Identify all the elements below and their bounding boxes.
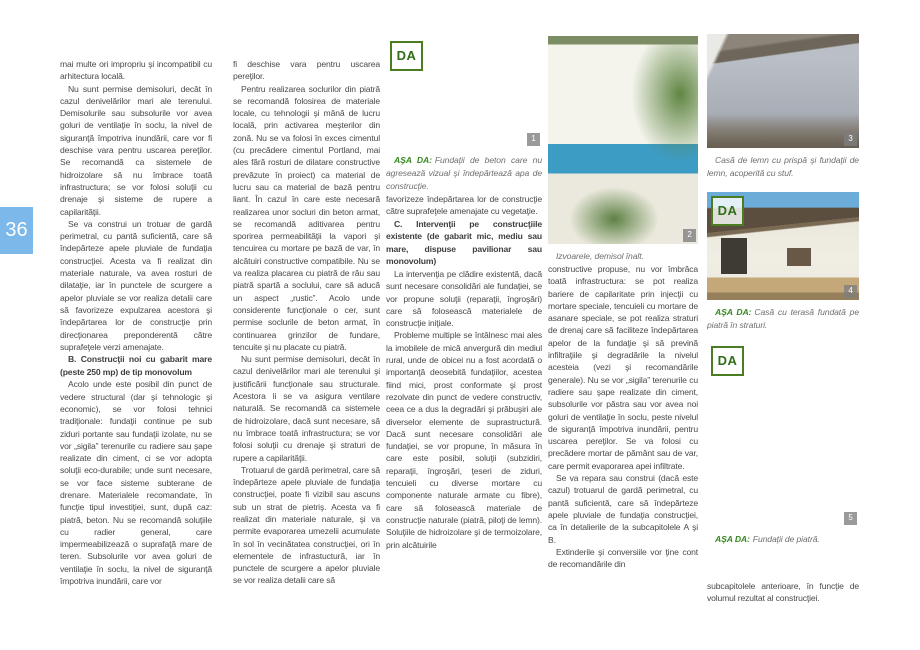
photo-number-badge: 5	[844, 512, 857, 525]
body-paragraph: favorizeze îndepărtarea lor de construcţie către suprafeţele amenajate cu vegetaţie.	[386, 194, 542, 217]
figure-caption	[386, 154, 542, 193]
text-column-5	[707, 34, 859, 614]
body-paragraph: Se va construi un trotuar de gardă perimetral, cu pantă suficientă, care să îndepărteze apele pluviale de fundaţia construcţiei. Acesta va fi realizat din materiale naturale, va avea rosturi de dilataţie, iar în punctele de scurgere a apelor pluviale se vor realiza detalii care să favorizeze expulzarea acestora şi îndepărtarea lor de construcţie prin direcţionarea preponderentă către suprafeţele verzi amenajate.	[60, 218, 212, 352]
photo-concrete-foundation-shore	[386, 37, 542, 148]
figure-caption	[707, 306, 859, 332]
body-paragraph: Acolo unde este posibil din punct de vedere structural (dar şi tehnologic şi economic), se vor folosi tehnici tradiţionale: fundaţii continue pe sub ziduri portante sau fundaţii izolate, nu se vor „sigila” terenurile cu radiere sau şape realizate din ciment, ci se vor adopta soluţii eco-durabile; unde sunt necesare, se vor face sisteme subterane de drenare. Materialele recomandate, în funcţie tipul investiţiei, sunt, după caz: piatră, beton. Nu se recomandă soluţiile cu radier general, care impermeabilizează o suprafaţă mare de teren. Subsolurile vor avea goluri de ventilaţie în soclu, la nivel de siguranţă împotriva inundării, care vor	[60, 379, 212, 587]
photo-number-badge: 4	[844, 285, 857, 298]
photo-thatched-house-stone-base	[707, 192, 859, 300]
body-paragraph: Nu sunt permise demisoluri, decât în cazul denivelărilor mari ale terenului şi justificării funcţionale sau structurale. Acestora li se va asigura ventilare naturală. Se recomandă ca sistemele de hidroizolare, dacă sunt necesare, să nu îmbrace toată infrastructura; se vor folosi soluţii cu drenaje şi straturi de rupere a capilarităţii.	[233, 354, 380, 463]
da-badge: DA	[711, 346, 744, 376]
caption-lead: AŞA DA:	[394, 155, 432, 165]
figure-4	[707, 192, 859, 332]
body-paragraph: Pentru realizarea soclurilor din piatră se recomandă folosirea de materiale locale, cu tehnologii şi mână de lucru locală, prin activarea meşterilor din zonă. Nu se va folosi în exces cimentul (cu precădere cimentul Portland, mai ales fără rosturi de dilatare constructive prevăzute în proiect) ca material de lucru sau ca material de bază pentru liant. În cazul în care este necesară realizarea unor socluri din beton armat, se recomandă aditivarea pentru sporirea permeabilităţii la vapori şi tencuirea cu mortare pe bază de var, în alcătuiri constructive compatibile. Nu se va realiza placarea cu piatră de râu sau piatră spartă a soclului, care să aducă un aspect „rustic”. Acolo unde considerente funcţionale o cer, sunt permise soclurile de beton armat, în continuarea grinzilor de fundare, tencuite şi nu placate cu piatră.	[233, 83, 380, 352]
text-column-4	[548, 36, 698, 606]
body-paragraph: La intervenţia pe clădire existentă, dacă sunt necesare consolidări ale fundaţiei, se vor propune soluţii (reparaţii, îngroşări) care să folosească materialele de construcţie iniţiale.	[386, 268, 542, 329]
text-column-2	[233, 58, 380, 603]
caption-text: Izvoarele, demisol înalt.	[556, 251, 644, 261]
photo-house-blue-porch	[548, 36, 698, 244]
caption-text: Casă cu terasă fundată pe piatră în straturi.	[707, 307, 859, 330]
caption-text: Fundaţii de piatră.	[752, 534, 820, 544]
figure-caption	[707, 154, 859, 180]
body-paragraph: Trotuarul de gardă perimetral, care să îndepărteze apele pluviale de fundaţia construcţiei, poate fi vizibil sau ascuns sub un strat de pietriş. Acesta va fi realizat din materiale naturale, şi va permite evaporarea umezelii acumulate în sol în vecinătatea construcţiei, ori în elementele de infrastuctură, iar în punctele de scurgere a apelor pluviale se vor realiza detalii care să	[233, 464, 380, 586]
figure-5	[707, 342, 859, 546]
page-number-box	[0, 207, 33, 254]
body-paragraph: Probleme multiple se întâlnesc mai ales la imobilele de mică anvergură din mediul rural, unde de obicei nu a fost acordată o importanţă deosebită fundaţiilor, acestea fiind mici, prost conformate şi prost rezolvate din punct de vedere constructiv, ceea ce a dus la degradări şi prăbuşiri ale diverselor elemente de suprastructură. Dacă sunt necesare consolidări ale fundaţiei, se vor propune, în măsura în care este posibil, soluţii (subzidiri, reparaţii, îngroşări, ţeseri de ziduri, tencuieli cu diverse mortare cu componente naturale armate cu fibre), care să folosească materiale de construcţie naturale (piatră, piloţi de lemn). Soluţiile de hidroizolare şi de termoizolare, prin alcătuirile	[386, 330, 542, 550]
photo-number-badge: 1	[527, 133, 540, 146]
body-paragraph: constructive propuse, nu vor îmbrăca toată infrastructura: se pot realiza bariere de capilaritate prin injecţii cu mortare speciale, tencuieli cu mortare de asanare speciale, se pot realiza straturi de drenaj care să faciliteze îndepărtarea apelor de la fundaţie şi să prevină infiltraţiile şi degradările la nivelul acesteia (vezi şi recomandările generale). Nu se vor „sigila” terenurile cu radiere sau şape realizate din ciment, subsolurile vor păstra sau vor avea noi goluri de ventilaţie în soclu, peste nivelul de siguranţă împotriva inundării, pentru uscarea pereţilor. Se va folosi cu precădere mortar de pământ sau de var, care permit evaporarea apei infiltrate.	[548, 264, 698, 471]
figure-2	[548, 36, 698, 263]
body-paragraph: Se va repara sau construi (dacă este cazul) trotuarul de gardă perimetral, cu pantă suficientă, care să îndepărteze apele pluviale de fundaţia construcţiei, ca în detalierile de la subcapitolele A şi B.	[548, 473, 698, 545]
photo-wooden-house	[707, 34, 859, 148]
figure-caption	[548, 250, 698, 263]
photo-clay-house-stone-foundation	[707, 342, 859, 527]
caption-text: Fundaţii de beton care nu agresează vizual şi îndepărtează apa de construcţie.	[386, 155, 542, 191]
photo-number-badge: 2	[683, 229, 696, 242]
caption-lead: AŞA DA:	[715, 534, 750, 544]
da-badge: DA	[711, 196, 744, 226]
caption-text: Casă de lemn cu prispă şi fundaţii de lemn, acoperită cu stuf.	[707, 155, 859, 178]
body-paragraph: Extinderile şi conversiile vor ţine cont de recomandările din	[548, 546, 698, 570]
body-paragraph: subcapitolele anterioare, în funcţie de volumul rezultat al construcţiei.	[707, 581, 859, 604]
section-heading-b: B. Construcţii noi cu gabarit mare (peste 250 mp) de tip monovolum	[60, 354, 212, 377]
da-badge: DA	[390, 41, 423, 71]
photo-number-badge: 3	[844, 133, 857, 146]
body-paragraph: mai multe ori impropriu şi incompatibil cu arhitectura locală.	[60, 59, 212, 82]
text-column-3	[386, 37, 542, 612]
section-heading-c: C. Intervenţii pe construcţiile existente (de gabarit mic, mediu sau mare, dispuse pavilionar sau monovolum)	[386, 218, 542, 267]
text-column-1	[60, 58, 212, 614]
page-number: 36	[5, 219, 28, 241]
body-paragraph: fi deschise vara pentru uscarea pereţilor.	[233, 59, 380, 82]
figure-1	[386, 37, 542, 193]
body-paragraph: Nu sunt permise demisoluri, decât în cazul denivelărilor mari ale terenului. Demisolurile sau subsolurile vor avea goluri de ventilaţie în soclu, la nivel de siguranţă împotriva inundării, care vor fi deschise vara pentru uscarea pereţilor. Se recomandă ca sistemele de hidroizolare să nu îmbrace toată infrastructura; se vor folosi soluţii cu drenaje şi sisteme de rupere a capilarităţii.	[60, 83, 212, 217]
figure-3	[707, 34, 859, 180]
figure-caption	[707, 533, 859, 546]
caption-lead: AŞA DA:	[715, 307, 752, 317]
